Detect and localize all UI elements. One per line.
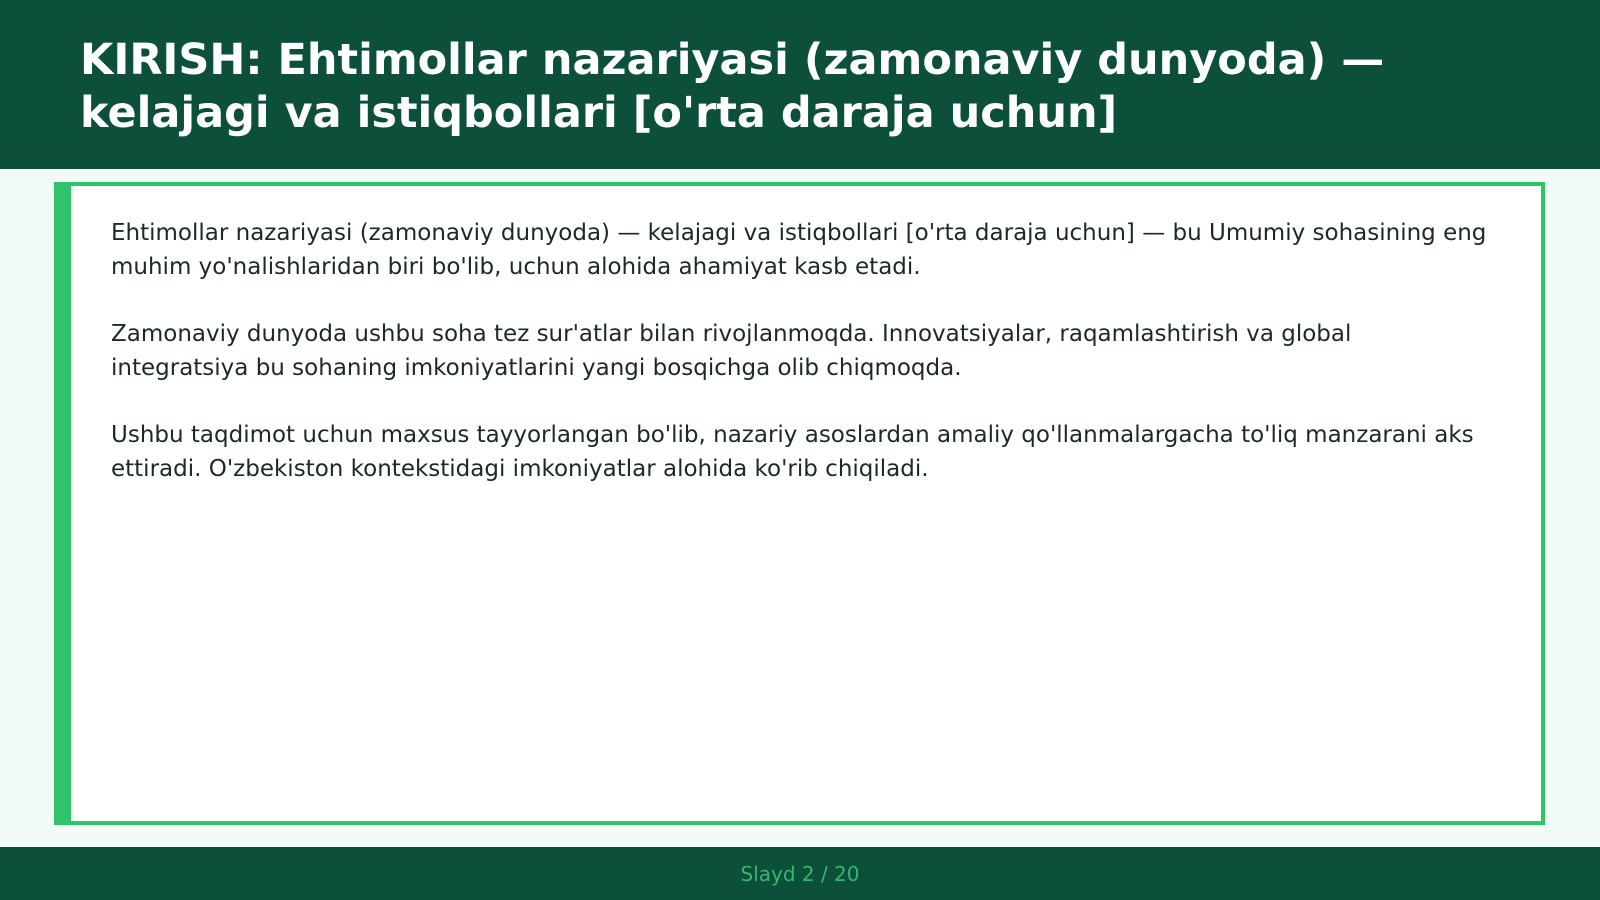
intro-paragraph: Ehtimollar nazariyasi (zamonaviy dunyoda) — kelajagi va istiqbollari [o'rta daraja uchun] — bu Umumiy sohasining eng muhim yo'nalishlaridan biri bo'lib, uchun alohida ahamiyat kasb etadi. (111, 220, 1487, 280)
modern-world-paragraph: Zamonaviy dunyoda ushbu soha tez sur'atlar bilan rivojlanmoqda. Innovatsiyalar, raqamlashtirish va global integratsiya bu sohaning imkoniyatlarini yangi bosqichga olib chiqmoqda. (111, 321, 1352, 381)
slide-header (0, 0, 1600, 169)
slide-title: KIRISH: Ehtimollar nazariyasi (zamonaviy dunyoda) — kelajagi va istiqbollari [o'rta daraja uchun] (80, 35, 1385, 138)
slide-counter: Slayd 2 / 20 (740, 861, 860, 886)
content-panel (54, 182, 1545, 825)
slide-footer (0, 847, 1600, 900)
presentation-purpose-paragraph: Ushbu taqdimot uchun maxsus tayyorlangan bo'lib, nazariy asoslardan amaliy qo'llanmalargacha to'liq manzarani aks ettiradi. O'zbekiston kontekstidagi imkoniyatlar alohida ko'rib chiqiladi. (111, 422, 1474, 482)
